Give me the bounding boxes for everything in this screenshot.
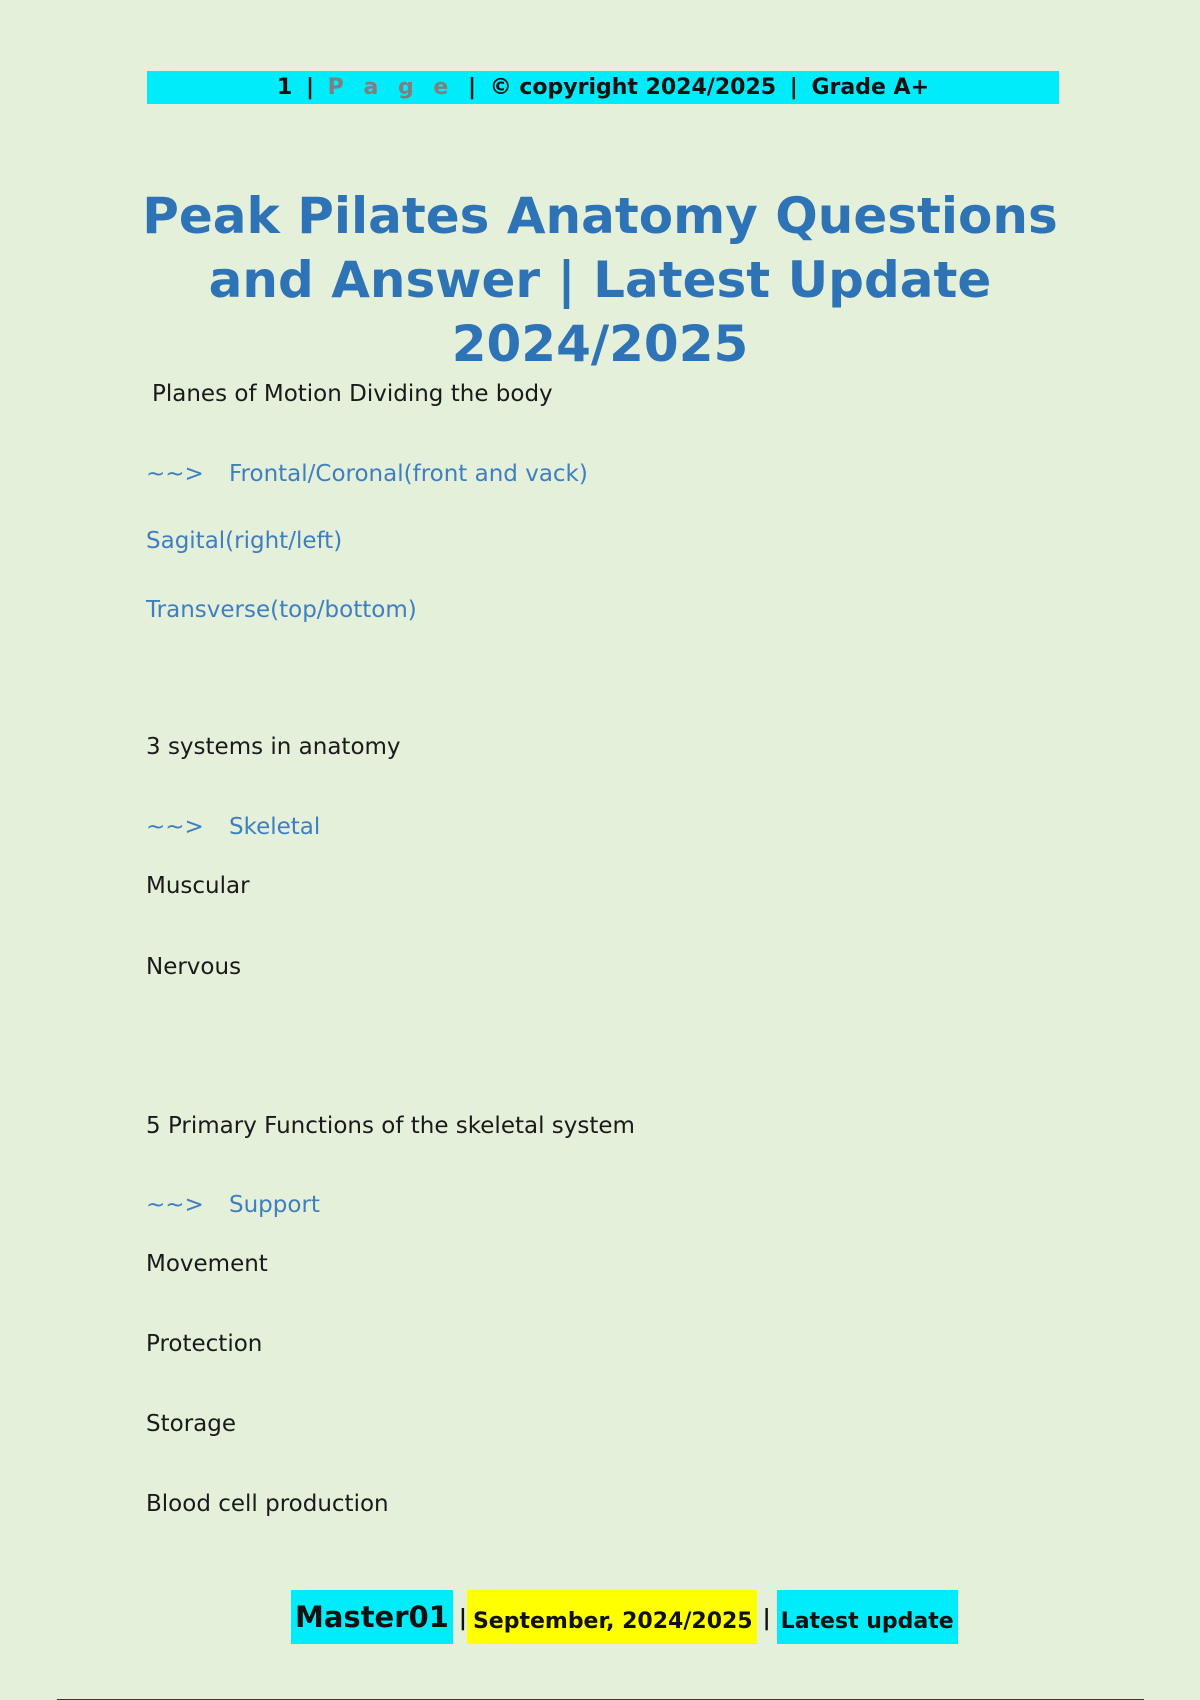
page-number: 1 xyxy=(276,75,293,100)
page-word: P a g e xyxy=(327,75,455,100)
page-footer xyxy=(291,1590,958,1644)
question-1: Planes of Motion Dividing the body xyxy=(152,381,553,407)
arrow-marker: ~~> xyxy=(146,1192,204,1218)
page-header: 1 | P a g e | © copyright 2024/2025 | Grade A+ xyxy=(147,71,1059,104)
copyright-text: © copyright 2024/2025 xyxy=(489,75,777,100)
answer-text: Frontal/Coronal(front and vack) xyxy=(229,461,588,487)
answer-1-line-3: Transverse(top/bottom) xyxy=(146,597,417,623)
answer-3-line-5: Blood cell production xyxy=(146,1491,389,1517)
answer-text: Skeletal xyxy=(229,814,321,840)
answer-3-line-4: Storage xyxy=(146,1411,236,1437)
answer-2-first xyxy=(146,812,320,842)
arrow-marker: ~~> xyxy=(146,814,204,840)
footer-separator: | xyxy=(762,1606,771,1631)
answer-1-first xyxy=(146,459,588,489)
answer-3-line-2: Movement xyxy=(146,1251,268,1277)
question-2: 3 systems in anatomy xyxy=(146,734,401,760)
footer-author: Master01 xyxy=(291,1590,453,1644)
answer-2-line-2: Muscular xyxy=(146,873,250,899)
answer-3-first xyxy=(146,1190,320,1220)
title-line-3: 2024/2025 xyxy=(451,315,749,373)
footer-label: Latest update xyxy=(777,1590,958,1644)
answer-2-line-3: Nervous xyxy=(146,954,242,980)
answer-text: Support xyxy=(229,1192,320,1218)
grade-text: Grade A+ xyxy=(811,75,930,100)
footer-separator: | xyxy=(458,1606,467,1631)
question-3: 5 Primary Functions of the skeletal system xyxy=(146,1113,635,1139)
answer-1-line-2: Sagital(right/left) xyxy=(146,528,343,554)
title-line-2: and Answer | Latest Update xyxy=(208,251,992,309)
title-line-1: Peak Pilates Anatomy Questions xyxy=(142,187,1058,245)
arrow-marker: ~~> xyxy=(146,461,204,487)
answer-3-line-3: Protection xyxy=(146,1331,263,1357)
footer-date: September, 2024/2025 xyxy=(467,1590,757,1644)
document-title xyxy=(100,184,1100,376)
